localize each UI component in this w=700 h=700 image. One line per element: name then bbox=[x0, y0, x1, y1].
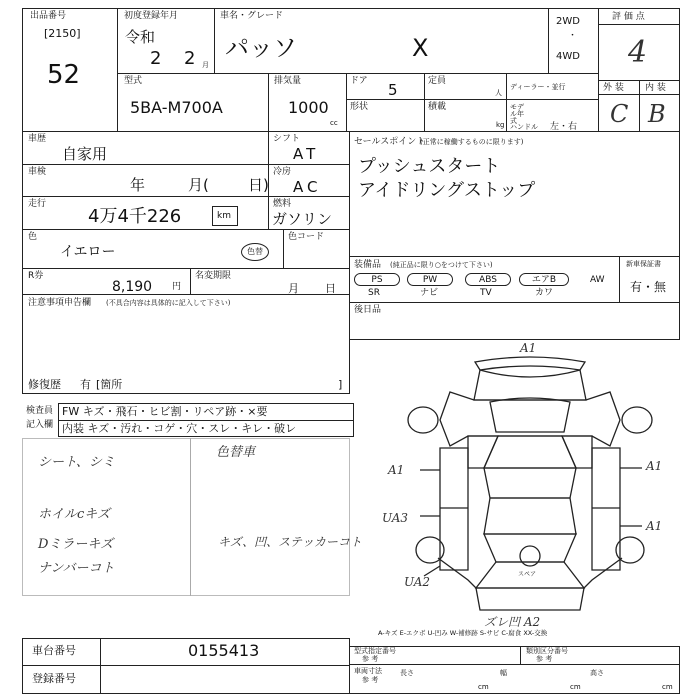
car-name: パッソ bbox=[225, 34, 297, 62]
mark-right-rear: A1 bbox=[646, 519, 663, 533]
exterior-label: 外 装 bbox=[603, 83, 624, 93]
reg-month: 2 bbox=[184, 48, 196, 69]
mark-left-door: UA3 bbox=[382, 511, 409, 525]
drive-2wd: 2WD bbox=[556, 16, 580, 27]
name-change-day: 日 bbox=[325, 282, 336, 295]
displacement-unit: cc bbox=[330, 119, 338, 127]
repair-label: 修復歴 bbox=[28, 378, 61, 391]
interior-label: 内 装 bbox=[645, 83, 666, 93]
selling-line1: プッシュスタート bbox=[358, 156, 501, 177]
inspection-note-2: 色替車 bbox=[216, 445, 256, 460]
equipment-note: (純正品に限り○をつけて下さい) bbox=[390, 261, 493, 269]
capacity-label: 定員 bbox=[428, 76, 447, 86]
shape-label: 形状 bbox=[350, 102, 369, 112]
inspection-note-3: ホイルcキズ bbox=[38, 507, 111, 522]
class-label: 類別区分番号 bbox=[526, 647, 568, 655]
reg-label: 登録番号 bbox=[32, 672, 76, 685]
mark-rear: ズレ凹 A2 bbox=[484, 615, 541, 629]
recycle-unit: 円 bbox=[172, 282, 182, 292]
inspection-note-4: Dミラーキズ bbox=[38, 537, 114, 552]
aircon-label: 冷房 bbox=[273, 167, 292, 177]
footer-right-box bbox=[349, 646, 680, 694]
inspection-note-1: シート、シミ bbox=[38, 455, 115, 470]
color-code-label: 色コード bbox=[288, 232, 325, 242]
month-unit: 月 bbox=[202, 61, 209, 69]
inspection-label: 車検 bbox=[28, 167, 47, 177]
load-unit: kg bbox=[496, 121, 505, 129]
equip-leather: カワ bbox=[535, 288, 554, 298]
equip-navi: ナビ bbox=[420, 288, 439, 298]
inspection-row1: FW キズ・飛石・ヒビ割・リペア跡・×要 bbox=[62, 405, 268, 418]
handle-value: 左・右 bbox=[550, 122, 578, 132]
inspector-label-1: 検査員 bbox=[26, 406, 54, 416]
height-label: 高さ bbox=[590, 669, 604, 677]
mark-left-rear: UA2 bbox=[404, 575, 431, 589]
model-year-label: モデル年式 bbox=[510, 103, 524, 125]
lot-number: 52 bbox=[47, 60, 81, 90]
lot-label: 出品番号 bbox=[30, 11, 67, 21]
width-label: 幅 bbox=[500, 669, 507, 677]
dim-ref: 参 考 bbox=[362, 676, 379, 684]
notes-sub: (不具合内容は具体的に記入して下さい) bbox=[106, 299, 231, 307]
inspection-day: 日) bbox=[248, 176, 269, 194]
mark-left: A1 bbox=[388, 463, 405, 477]
doors: 5 bbox=[388, 81, 398, 99]
aircon: AC bbox=[293, 178, 322, 196]
score-label: 評 価 点 bbox=[612, 12, 645, 22]
inspection-note-5: ナンバーコト bbox=[38, 561, 115, 576]
selling-note: (正常に稼働するものに限ります) bbox=[420, 138, 524, 146]
inspection-month: 月( bbox=[188, 176, 209, 194]
inspection-row2: 内装 キズ・汚れ・コゲ・穴・スレ・キレ・破レ bbox=[62, 422, 297, 435]
selling-line2: アイドリングストップ bbox=[358, 180, 536, 201]
model-spec-ref: 参 考 bbox=[362, 655, 379, 663]
height-unit: cm bbox=[662, 683, 673, 691]
grade: X bbox=[412, 34, 429, 62]
chassis-number: 0155413 bbox=[188, 641, 260, 660]
later-box bbox=[349, 302, 680, 340]
mileage-label: 走行 bbox=[28, 199, 47, 209]
usage-label: 車歴 bbox=[28, 134, 47, 144]
damage-legend: A-キズ E-エクボ U-凹み W-補修跡 S-サビ C-腐食 XX-交換 bbox=[378, 629, 548, 637]
score-value: 4 bbox=[628, 35, 648, 70]
name-change-label: 名変期限 bbox=[195, 271, 232, 281]
inspection-note-6: キズ、凹、ステッカーコト bbox=[218, 535, 362, 549]
model: 5BA-M700A bbox=[130, 98, 223, 117]
usage: 自家用 bbox=[62, 145, 108, 163]
load-label: 積載 bbox=[428, 102, 447, 112]
name-change-month: 月 bbox=[288, 282, 299, 295]
drive-4wd: 4WD bbox=[556, 51, 580, 62]
model-label: 型式 bbox=[124, 76, 143, 86]
shift-label: シフト bbox=[273, 134, 301, 144]
repair-bracket: [箇所 bbox=[96, 378, 123, 391]
equip-airbag: エアB bbox=[519, 273, 569, 286]
equip-abs: ABS bbox=[465, 273, 511, 286]
selling-label: セールスポイント bbox=[354, 137, 426, 147]
equip-ps: PS bbox=[354, 273, 400, 286]
equip-sr: SR bbox=[368, 288, 380, 298]
name-label: 車名・グレード bbox=[220, 11, 284, 21]
equipment-label: 装備品 bbox=[354, 260, 382, 270]
color: イエロー bbox=[60, 244, 116, 260]
lot-code: [2150] bbox=[44, 27, 81, 40]
displacement: 1000 bbox=[288, 98, 329, 117]
spare-label: スペア bbox=[518, 571, 537, 578]
recycle-amount: 8,190 bbox=[112, 279, 153, 295]
model-spec-label: 型式指定番号 bbox=[354, 647, 396, 655]
dealer-label: ディーラー・並行 bbox=[510, 83, 566, 91]
drive-dot: ・ bbox=[568, 31, 578, 41]
length-unit: cm bbox=[478, 683, 489, 691]
handle-label: ハンドル bbox=[510, 123, 538, 131]
later-label: 後日品 bbox=[354, 305, 382, 315]
inspector-label-2: 記入欄 bbox=[26, 420, 54, 430]
dim-label: 車両寸法 bbox=[354, 667, 382, 675]
mileage-unit: km bbox=[217, 211, 231, 221]
warranty-value: 有・無 bbox=[630, 280, 667, 294]
mark-right-front: A1 bbox=[646, 459, 663, 473]
interior-grade: B bbox=[648, 100, 666, 128]
mark-front: A1 bbox=[520, 341, 537, 355]
era: 令和 bbox=[125, 28, 156, 46]
exterior-grade: C bbox=[610, 100, 629, 128]
equip-tv: TV bbox=[480, 288, 492, 298]
length-label: 長さ bbox=[400, 669, 414, 677]
reg-year: 2 bbox=[150, 48, 162, 69]
shift: AT bbox=[293, 145, 320, 163]
doors-label: ドア bbox=[350, 76, 368, 86]
first-reg-label: 初度登録年月 bbox=[124, 11, 179, 21]
color-change: 色替 bbox=[247, 247, 263, 256]
fuel: ガソリン bbox=[272, 210, 333, 228]
recycle-label: R券 bbox=[28, 271, 44, 281]
equip-aw: AW bbox=[590, 275, 605, 285]
car-diagram bbox=[380, 340, 680, 630]
equip-pw: PW bbox=[407, 273, 453, 286]
warranty-label: 新車保証書 bbox=[626, 260, 661, 268]
repair-value: 有 bbox=[80, 378, 91, 391]
fuel-label: 燃料 bbox=[273, 199, 292, 209]
repair-close: ] bbox=[338, 378, 343, 391]
width-unit: cm bbox=[570, 683, 581, 691]
notes-box bbox=[22, 294, 350, 394]
class-ref: 参 考 bbox=[536, 655, 553, 663]
displacement-label: 排気量 bbox=[274, 76, 302, 86]
color-label: 色 bbox=[28, 232, 38, 242]
chassis-label: 車台番号 bbox=[32, 644, 76, 657]
mileage: 4万4千226 bbox=[88, 206, 182, 227]
inspection-year: 年 bbox=[130, 176, 146, 194]
notes-label: 注意事項申告欄 bbox=[28, 298, 92, 308]
capacity-unit: 人 bbox=[495, 89, 502, 97]
color-change-mark bbox=[241, 243, 269, 261]
